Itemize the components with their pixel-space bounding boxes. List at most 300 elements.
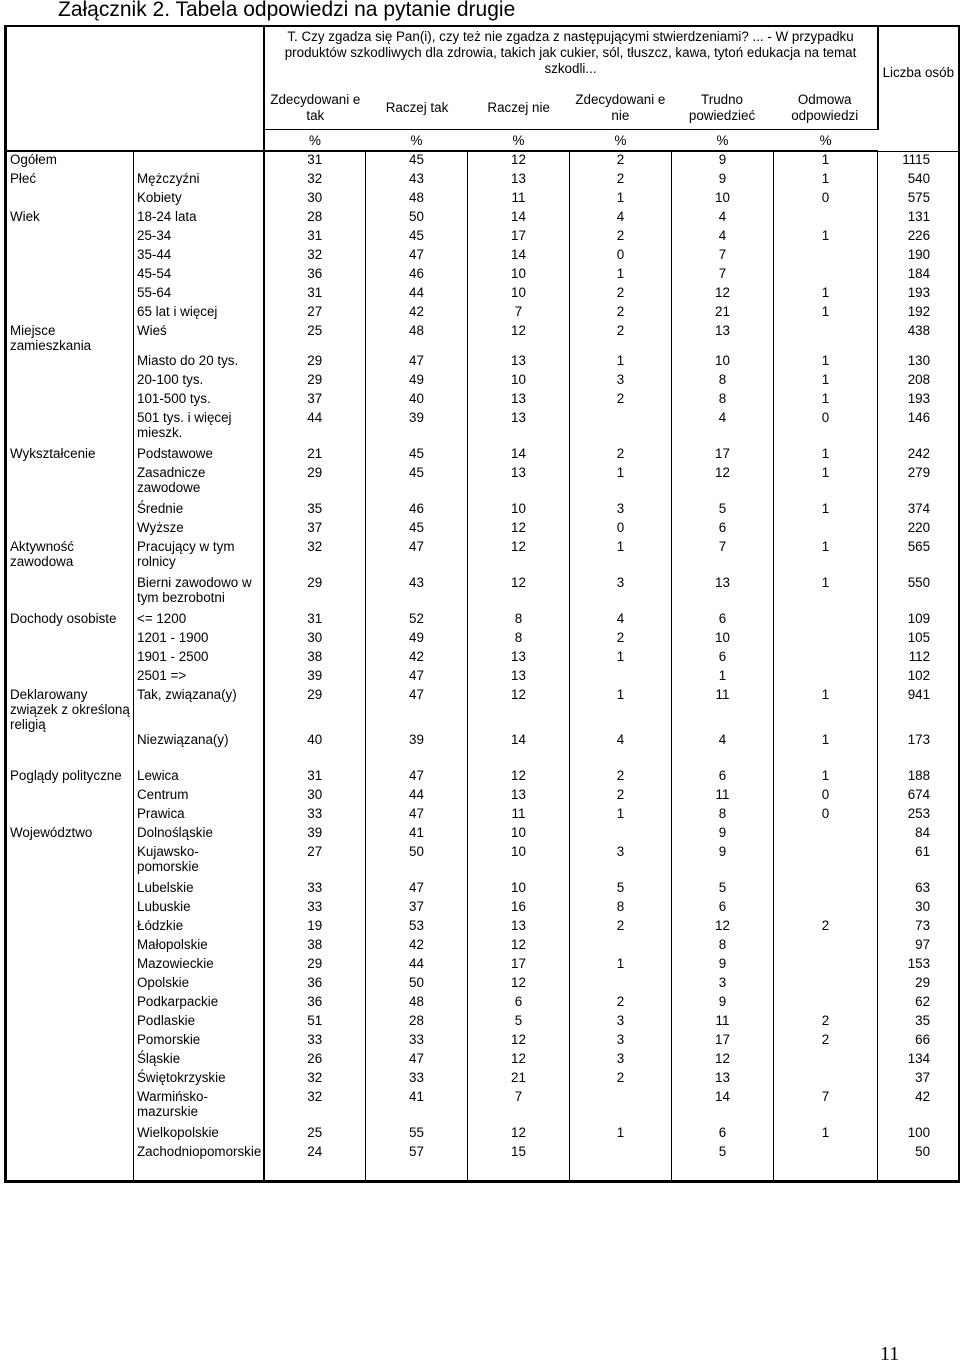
- cell-value: 31: [264, 768, 366, 787]
- cell-count: 97: [915, 937, 931, 952]
- table-row: [6, 446, 960, 465]
- cell-value: 1: [774, 465, 878, 501]
- cell-value: 6: [672, 520, 774, 539]
- cell-count: 941: [907, 687, 931, 702]
- cell-value: 0: [774, 190, 878, 209]
- cell-value: 5: [570, 880, 672, 899]
- table-row: [6, 372, 960, 391]
- row-category-label: Pomorskie: [134, 1032, 264, 1051]
- cell-value: 47: [366, 247, 468, 266]
- cell-value: 11: [672, 1013, 774, 1032]
- cell-value: 4: [570, 209, 672, 228]
- table-row: [6, 806, 960, 825]
- cell-value: 35: [264, 501, 366, 520]
- cell-value: 3: [570, 1032, 672, 1051]
- cell-value: 5: [672, 880, 774, 899]
- cell-value: 38: [264, 937, 366, 956]
- cell-value: 12: [468, 323, 570, 353]
- row-group-label: [6, 1125, 134, 1144]
- cell-value: 47: [366, 353, 468, 372]
- row-category-label: Dolnośląskie: [134, 825, 264, 844]
- cell-count: 84: [915, 825, 931, 840]
- cell-value: 2: [570, 391, 672, 410]
- cell-value: 19: [264, 918, 366, 937]
- table-row: [6, 880, 960, 899]
- row-category-label: Centrum: [134, 787, 264, 806]
- table-row: [6, 937, 960, 956]
- cell-value: 1: [774, 768, 878, 787]
- cell-value: 32: [264, 1089, 366, 1125]
- cell-value: 12: [468, 937, 570, 956]
- cell-count: 29: [915, 975, 931, 990]
- cell-value: 45: [366, 465, 468, 501]
- cell-value: 25: [264, 1125, 366, 1144]
- cell-value: 14: [468, 732, 570, 768]
- cell-value: 10: [468, 266, 570, 285]
- cell-value: 14: [468, 247, 570, 266]
- cell-value: 2: [570, 285, 672, 304]
- cell-value: [570, 1089, 672, 1125]
- row-category-label: Lubelskie: [134, 880, 264, 899]
- cell-value: 9: [672, 844, 774, 880]
- cell-value: 3: [570, 1051, 672, 1070]
- cell-value: 39: [366, 732, 468, 768]
- cell-value: 2: [570, 918, 672, 937]
- cell-value: 12: [468, 1051, 570, 1070]
- cell-value: 29: [264, 956, 366, 975]
- row-category-label: Podstawowe: [134, 446, 264, 465]
- table-row: [6, 787, 960, 806]
- cell-value: 1: [672, 668, 774, 687]
- cell-value: 21: [468, 1070, 570, 1089]
- row-group-label: Aktywność zawodowa: [6, 539, 134, 575]
- cell-value: 47: [366, 768, 468, 787]
- row-category-label: Lewica: [134, 768, 264, 787]
- cell-value: 9: [672, 151, 774, 171]
- cell-value: 4: [570, 611, 672, 630]
- cell-value: 32: [264, 247, 366, 266]
- cell-value: 3: [570, 372, 672, 391]
- cell-value: [774, 994, 878, 1013]
- row-category-label: Świętokrzyskie: [134, 1070, 264, 1089]
- cell-value: 14: [468, 446, 570, 465]
- cell-value: 29: [264, 687, 366, 732]
- table-row: [6, 768, 960, 787]
- cell-value: 47: [366, 539, 468, 575]
- row-group-label: [6, 228, 134, 247]
- cell-value: 13: [672, 323, 774, 353]
- cell-value: 33: [264, 806, 366, 825]
- cell-count: 100: [907, 1125, 931, 1140]
- row-group-label: [6, 410, 134, 446]
- cell-value: 46: [366, 501, 468, 520]
- cell-value: 6: [672, 1125, 774, 1144]
- cell-value: 28: [366, 1013, 468, 1032]
- cell-value: 29: [264, 372, 366, 391]
- table-row: [6, 171, 960, 190]
- cell-value: 1: [774, 446, 878, 465]
- cell-value: 10: [468, 372, 570, 391]
- cell-value: 6: [468, 994, 570, 1013]
- header-blank: [6, 26, 264, 130]
- cell-value: 7: [672, 247, 774, 266]
- row-category-label: 18-24 lata: [134, 209, 264, 228]
- cell-count: 73: [915, 918, 931, 933]
- row-group-label: [6, 372, 134, 391]
- cell-value: 9: [672, 171, 774, 190]
- row-category-label: 101-500 tys.: [134, 391, 264, 410]
- cell-value: 4: [672, 410, 774, 446]
- cell-count: 540: [907, 171, 931, 186]
- cell-value: 42: [366, 649, 468, 668]
- row-group-label: Miejsce zamieszkania: [6, 323, 134, 353]
- row-group-label: [6, 575, 134, 611]
- row-group-label: [6, 304, 134, 323]
- table-row: [6, 247, 960, 266]
- cell-value: 12: [468, 1032, 570, 1051]
- cell-value: 50: [366, 209, 468, 228]
- cell-value: 7: [672, 539, 774, 575]
- cell-value: 3: [570, 1013, 672, 1032]
- table-row: [6, 520, 960, 539]
- cell-count: 66: [915, 1032, 931, 1047]
- cell-value: 39: [366, 410, 468, 446]
- cell-count: 1115: [902, 151, 931, 167]
- row-group-label: [6, 190, 134, 209]
- cell-value: 43: [366, 575, 468, 611]
- row-group-label: [6, 630, 134, 649]
- cell-value: 37: [264, 391, 366, 410]
- cell-value: 11: [672, 687, 774, 732]
- cell-value: 14: [468, 209, 570, 228]
- cell-value: 0: [774, 410, 878, 446]
- cell-value: 29: [264, 465, 366, 501]
- cell-value: 42: [366, 304, 468, 323]
- table-row: [6, 539, 960, 575]
- cell-value: [570, 410, 672, 446]
- cell-value: 48: [366, 323, 468, 353]
- cell-value: 12: [672, 1051, 774, 1070]
- cell-value: 37: [264, 520, 366, 539]
- cell-value: [570, 1144, 672, 1182]
- cell-value: 7: [774, 1089, 878, 1125]
- cell-value: 8: [672, 391, 774, 410]
- row-group-label: [6, 880, 134, 899]
- cell-value: 29: [264, 353, 366, 372]
- cell-count: 112: [908, 649, 931, 664]
- cell-count: 374: [907, 501, 931, 516]
- row-group-label: [6, 391, 134, 410]
- cell-value: 1: [774, 732, 878, 768]
- table-row: [6, 1051, 960, 1070]
- row-group-label: [6, 465, 134, 501]
- table-row: [6, 975, 960, 994]
- cell-count: 279: [907, 465, 931, 480]
- cell-value: 13: [468, 391, 570, 410]
- row-group-label: [6, 994, 134, 1013]
- row-group-label: Dochody osobiste: [6, 611, 134, 630]
- cell-value: 11: [672, 787, 774, 806]
- table-row: [6, 1089, 960, 1125]
- unit-0: %: [264, 130, 366, 152]
- row-group-label: [6, 520, 134, 539]
- cell-value: 7: [468, 304, 570, 323]
- cell-value: 48: [366, 190, 468, 209]
- col-header-3: Zdecydowani e nie: [575, 92, 666, 123]
- cell-count: 153: [907, 956, 931, 971]
- cell-value: 27: [264, 844, 366, 880]
- row-category-label: Wyższe: [134, 520, 264, 539]
- table-row: [6, 209, 960, 228]
- cell-value: 10: [672, 190, 774, 209]
- cell-value: 2: [570, 768, 672, 787]
- cell-count: 30: [915, 899, 931, 914]
- unit-2: %: [468, 130, 570, 152]
- cell-value: 5: [468, 1013, 570, 1032]
- cell-value: 1: [570, 190, 672, 209]
- cell-value: 2: [774, 918, 878, 937]
- cell-value: 0: [570, 520, 672, 539]
- cell-value: 30: [264, 787, 366, 806]
- cell-value: 2: [570, 446, 672, 465]
- cell-value: 13: [468, 918, 570, 937]
- cell-value: 1: [774, 391, 878, 410]
- cell-value: 30: [264, 630, 366, 649]
- cell-value: 6: [672, 768, 774, 787]
- cell-value: 49: [366, 372, 468, 391]
- row-category-label: Śląskie: [134, 1051, 264, 1070]
- row-group-label: [6, 937, 134, 956]
- cell-value: [774, 209, 878, 228]
- row-group-label: Wiek: [6, 209, 134, 228]
- row-group-label: [6, 285, 134, 304]
- row-category-label: Mężczyźni: [134, 171, 264, 190]
- cell-value: 12: [468, 687, 570, 732]
- cell-value: [774, 975, 878, 994]
- cell-value: 52: [366, 611, 468, 630]
- cell-value: 12: [672, 285, 774, 304]
- row-group-label: [6, 266, 134, 285]
- cell-value: [774, 649, 878, 668]
- cell-value: 2: [774, 1013, 878, 1032]
- col-header-1: Raczej tak: [385, 100, 449, 115]
- cell-value: 38: [264, 649, 366, 668]
- cell-value: 1: [570, 539, 672, 575]
- row-group-label: [6, 975, 134, 994]
- row-group-label: [6, 649, 134, 668]
- cell-value: 32: [264, 539, 366, 575]
- table-row: [6, 1144, 960, 1182]
- cell-value: 32: [264, 171, 366, 190]
- cell-value: [570, 825, 672, 844]
- row-group-label: [6, 1070, 134, 1089]
- row-group-label: [6, 1032, 134, 1051]
- row-category-label: 1201 - 1900: [134, 630, 264, 649]
- cell-value: 44: [264, 410, 366, 446]
- cell-value: 1: [570, 806, 672, 825]
- table-row: [6, 668, 960, 687]
- cell-value: [774, 956, 878, 975]
- table-row: [6, 190, 960, 209]
- cell-value: 44: [366, 787, 468, 806]
- row-category-label: 20-100 tys.: [134, 372, 264, 391]
- table-row: [6, 228, 960, 247]
- cell-value: 2: [570, 787, 672, 806]
- cell-count: 550: [907, 575, 931, 590]
- row-category-label: Wielkopolskie: [134, 1125, 264, 1144]
- cell-value: [774, 1144, 878, 1182]
- cell-value: 41: [366, 1089, 468, 1125]
- cell-value: 5: [672, 1144, 774, 1182]
- row-category-label: Pracujący w tym rolnicy: [134, 539, 264, 575]
- cell-value: 43: [366, 171, 468, 190]
- cell-value: 3: [570, 844, 672, 880]
- cell-value: 41: [366, 825, 468, 844]
- cell-count: 192: [907, 304, 931, 319]
- cell-value: 50: [366, 844, 468, 880]
- row-group-label: [6, 1013, 134, 1032]
- cell-count: 102: [907, 668, 931, 683]
- cell-value: 26: [264, 1051, 366, 1070]
- cell-count: 134: [907, 1051, 931, 1066]
- cell-value: 1: [774, 539, 878, 575]
- row-group-label: Wykształcenie: [6, 446, 134, 465]
- cell-value: 32: [264, 1070, 366, 1089]
- cell-value: 28: [264, 209, 366, 228]
- cell-count: 62: [915, 994, 931, 1009]
- cell-count: 220: [907, 520, 931, 535]
- cell-value: 33: [264, 899, 366, 918]
- cell-count: 37: [915, 1070, 931, 1085]
- cell-value: 0: [774, 787, 878, 806]
- cell-value: 2: [774, 1032, 878, 1051]
- col-header-2: Raczej nie: [487, 100, 550, 115]
- cell-value: 12: [468, 975, 570, 994]
- page-number: 11: [880, 1343, 900, 1365]
- row-group-label: [6, 668, 134, 687]
- cell-value: 8: [672, 806, 774, 825]
- cell-value: 42: [366, 937, 468, 956]
- row-category-label: Zachodniopomorskie: [134, 1144, 264, 1182]
- cell-value: 31: [264, 611, 366, 630]
- cell-value: 33: [366, 1032, 468, 1051]
- cell-value: 1: [774, 171, 878, 190]
- row-group-label: [6, 1089, 134, 1125]
- cell-value: 12: [468, 575, 570, 611]
- unit-1: %: [366, 130, 468, 152]
- row-group-label: Poglądy polityczne: [6, 768, 134, 787]
- cell-value: 39: [264, 825, 366, 844]
- cell-value: 12: [468, 768, 570, 787]
- cell-value: [774, 520, 878, 539]
- row-category-label: 65 lat i więcej: [134, 304, 264, 323]
- cell-value: 6: [672, 899, 774, 918]
- row-category-label: <= 1200: [134, 611, 264, 630]
- cell-count: 130: [907, 353, 931, 368]
- cell-value: [774, 880, 878, 899]
- row-group-label: Województwo: [6, 825, 134, 844]
- cell-count: 438: [907, 323, 931, 338]
- table-row: [6, 630, 960, 649]
- cell-value: 25: [264, 323, 366, 353]
- cell-count: 253: [907, 806, 931, 821]
- cell-value: 1: [774, 575, 878, 611]
- cell-value: 0: [774, 806, 878, 825]
- table-body: [6, 151, 960, 1182]
- row-group-label: [6, 956, 134, 975]
- cell-value: 21: [264, 446, 366, 465]
- cell-value: 17: [468, 228, 570, 247]
- row-category-label: Niezwiązana(y): [134, 732, 264, 768]
- cell-value: 1: [774, 501, 878, 520]
- cell-value: 11: [468, 190, 570, 209]
- cell-value: 31: [264, 228, 366, 247]
- table-row: [6, 501, 960, 520]
- table-row: [6, 285, 960, 304]
- cell-count: 173: [907, 732, 931, 747]
- row-category-label: Wieś: [134, 323, 264, 353]
- cell-value: 12: [468, 520, 570, 539]
- row-group-label: [6, 732, 134, 768]
- row-group-label: [6, 353, 134, 372]
- cell-value: 48: [366, 994, 468, 1013]
- cell-value: 2: [570, 228, 672, 247]
- row-category-label: 45-54: [134, 266, 264, 285]
- row-group-label: Deklarowany związek z określoną religią: [6, 687, 134, 732]
- cell-count: 105: [907, 630, 931, 645]
- cell-value: 53: [366, 918, 468, 937]
- cell-count: 184: [907, 266, 931, 281]
- table-row: [6, 151, 960, 171]
- cell-value: 45: [366, 151, 468, 171]
- cell-value: 12: [672, 465, 774, 501]
- cell-value: 12: [468, 151, 570, 171]
- cell-count: 242: [907, 446, 931, 461]
- page-title: Załącznik 2. Tabela odpowiedzi na pytanie drugie: [58, 0, 516, 21]
- cell-value: 36: [264, 975, 366, 994]
- cell-value: 36: [264, 266, 366, 285]
- row-category-label: Miasto do 20 tys.: [134, 353, 264, 372]
- cell-value: 10: [672, 630, 774, 649]
- cell-value: 10: [468, 880, 570, 899]
- cell-value: 33: [264, 880, 366, 899]
- row-category-label: Łódzkie: [134, 918, 264, 937]
- question-text: T. Czy zgadza się Pan(i), czy też nie zgadza z następującymi stwierdzeniami? ... - W przypadku produktów szkodliwych dla zdrowia, takich jak cukier, sól, tłuszcz, kawa, tytoń edukacja na temat szkodli...: [284, 29, 857, 76]
- cell-value: 8: [468, 611, 570, 630]
- row-category-label: 1901 - 2500: [134, 649, 264, 668]
- cell-value: 12: [468, 539, 570, 575]
- cell-value: 47: [366, 806, 468, 825]
- question-header: [264, 26, 878, 130]
- cell-value: [774, 668, 878, 687]
- row-group-label: [6, 787, 134, 806]
- cell-value: 11: [468, 806, 570, 825]
- cell-value: 4: [672, 732, 774, 768]
- cell-count: 131: [907, 209, 931, 224]
- cell-value: 13: [468, 465, 570, 501]
- table-row: [6, 353, 960, 372]
- row-category-label: 55-64: [134, 285, 264, 304]
- row-group-label: [6, 899, 134, 918]
- table-row: [6, 844, 960, 880]
- results-table: [4, 25, 960, 1183]
- cell-value: 6: [672, 649, 774, 668]
- cell-value: 10: [672, 353, 774, 372]
- row-category-label: Małopolskie: [134, 937, 264, 956]
- cell-value: [774, 611, 878, 630]
- cell-value: 10: [468, 285, 570, 304]
- cell-value: 17: [672, 446, 774, 465]
